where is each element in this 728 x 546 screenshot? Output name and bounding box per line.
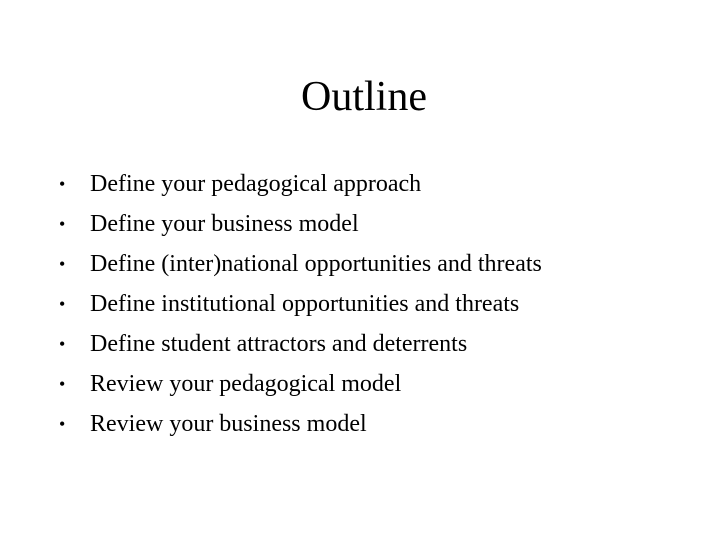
bullet-list <box>0 164 542 444</box>
bullet-icon: • <box>59 414 66 434</box>
bullet-icon: • <box>59 174 66 194</box>
bullet-item <box>0 404 542 444</box>
bullet-text: Review your business model <box>90 411 367 437</box>
bullet-text: Define (inter)national opportunities and threats <box>90 251 542 277</box>
bullet-icon: • <box>59 334 66 354</box>
slide-title: Outline <box>301 74 427 120</box>
bullet-item <box>0 244 542 284</box>
bullet-icon: • <box>59 294 66 314</box>
bullet-item <box>0 284 542 324</box>
bullet-text: Define student attractors and deterrents <box>90 331 468 357</box>
bullet-text: Review your pedagogical model <box>90 371 402 397</box>
bullet-item <box>0 324 542 364</box>
bullet-item <box>0 364 542 404</box>
bullet-item <box>0 204 542 244</box>
bullet-icon: • <box>59 214 66 234</box>
bullet-item <box>0 164 542 204</box>
bullet-text: Define institutional opportunities and threats <box>90 291 520 317</box>
bullet-icon: • <box>59 374 66 394</box>
bullet-text: Define your business model <box>90 211 359 237</box>
bullet-text: Define your pedagogical approach <box>90 171 422 197</box>
bullet-icon: • <box>59 254 66 274</box>
